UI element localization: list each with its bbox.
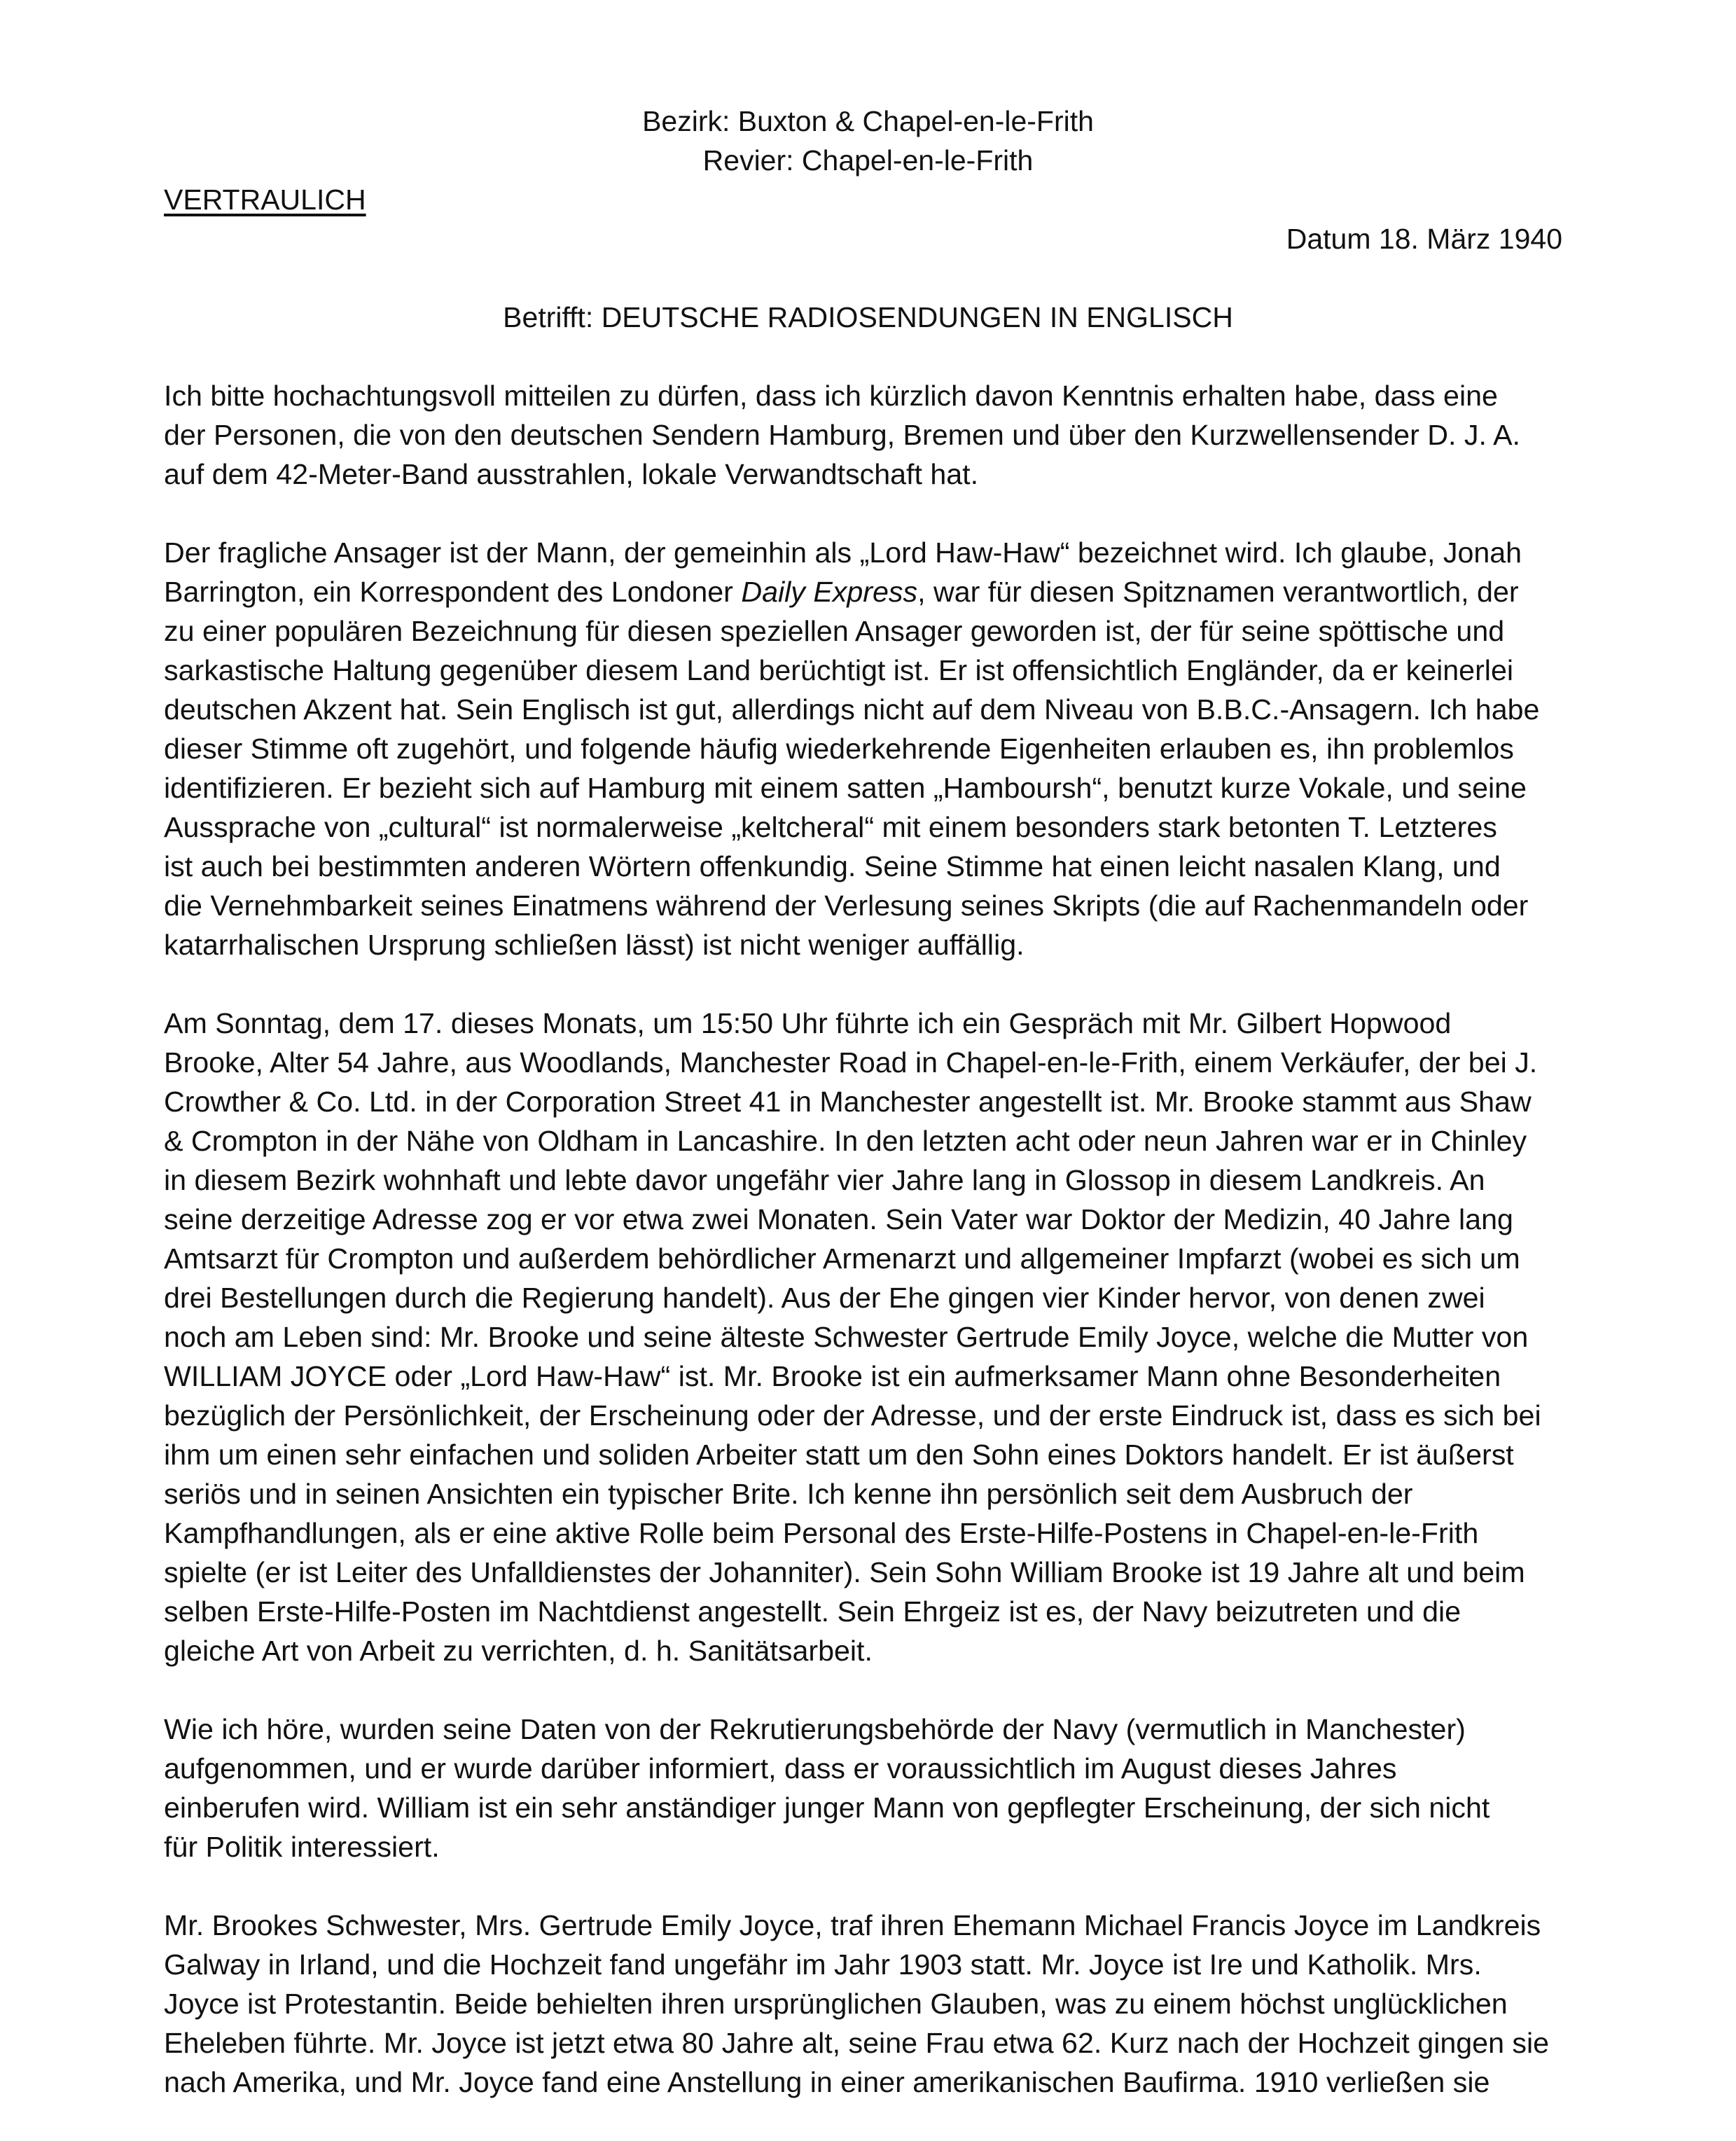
text-line: gleiche Art von Arbeit zu verrichten, d. h. Sanitätsarbeit. xyxy=(164,1635,873,1667)
text-line: noch am Leben sind: Mr. Brooke und seine älteste Schwester Gertrude Emily Joyce, welche die Mutter von xyxy=(164,1321,1529,1353)
text-line: katarrhalischen Ursprung schließen lässt) ist nicht weniger auffällig. xyxy=(164,929,1025,961)
text-line: Mr. Brookes Schwester, Mrs. Gertrude Emily Joyce, traf ihren Ehemann Michael Francis Joyce im Landkreis xyxy=(164,1909,1541,1941)
text-line: & Crompton in der Nähe von Oldham in Lancashire. In den letzten acht oder neun Jahren war er in Chinley xyxy=(164,1125,1527,1157)
newspaper-title: Daily Express xyxy=(741,576,918,608)
text-line: in diesem Bezirk wohnhaft und lebte davor ungefähr vier Jahre lang in Glossop in diesem Landkreis. An xyxy=(164,1164,1485,1196)
body-paragraph xyxy=(164,1710,1571,1866)
text-line: WILLIAM JOYCE oder „Lord Haw-Haw“ ist. Mr. Brooke ist ein aufmerksamer Mann ohne Besonderheiten xyxy=(164,1360,1501,1392)
text-line: nach Amerika, und Mr. Joyce fand eine Anstellung in einer amerikanischen Baufirma. 1910 verließen sie xyxy=(164,2066,1490,2098)
text-line: Am Sonntag, dem 17. dieses Monats, um 15:50 Uhr führte ich ein Gespräch mit Mr. Gilbert Hopwood xyxy=(164,1007,1452,1039)
text-line: identifizieren. Er bezieht sich auf Hamburg mit einem satten „Hamboursh“, benutzt kurze Vokale, und seine xyxy=(164,772,1527,804)
text-line: dieser Stimme oft zugehört, und folgende häufig wiederkehrende Eigenheiten erlauben es, ihn problemlos xyxy=(164,733,1514,765)
district-heading: Bezirk: Buxton & Chapel-en-le-Frith xyxy=(642,105,1094,137)
text-line: sarkastische Haltung gegenüber diesem Land berüchtigt ist. Er ist offensichtlich Engländer, da er keinerlei xyxy=(164,654,1514,686)
text-line: bezüglich der Persönlichkeit, der Erscheinung oder der Adresse, und der erste Eindruck ist, dass es sich bei xyxy=(164,1399,1541,1432)
text-line: für Politik interessiert. xyxy=(164,1831,440,1863)
text-run: Barrington, ein Korrespondent des Londoner xyxy=(164,576,742,608)
text-line: Amtsarzt für Crompton und außerdem behördlicher Armenarzt und allgemeiner Impfarzt (wobei es sich um xyxy=(164,1242,1520,1275)
text-run: , war für diesen Spitznamen verantwortlich, der xyxy=(917,576,1519,608)
text-line: seine derzeitige Adresse zog er vor etwa zwei Monaten. Sein Vater war Doktor der Medizin, 40 Jahre lang xyxy=(164,1203,1513,1235)
body-paragraph xyxy=(164,1906,1571,2102)
text-line: deutschen Akzent hat. Sein Englisch ist gut, allerdings nicht auf dem Niveau von B.B.C.-Ansagern. Ich habe xyxy=(164,693,1540,726)
classification-label: VERTRAULICH xyxy=(164,183,366,216)
text-line: Crowther & Co. Ltd. in der Corporation Street 41 in Manchester angestellt ist. Mr. Brooke stammt aus Shaw xyxy=(164,1086,1532,1118)
text-line: Kampfhandlungen, als er eine aktive Rolle beim Personal des Erste-Hilfe-Postens in Chapel-en-le-Frith xyxy=(164,1517,1479,1549)
text-line: aufgenommen, und er wurde darüber informiert, dass er voraussichtlich im August dieses Jahres xyxy=(164,1752,1397,1785)
body-paragraph xyxy=(164,533,1571,964)
text-line: seriös und in seinen Ansichten ein typischer Brite. Ich kenne ihn persönlich seit dem Ausbruch der xyxy=(164,1478,1413,1510)
text-line: ihm um einen sehr einfachen und soliden Arbeiter statt um den Sohn eines Doktors handelt. Er ist äußerst xyxy=(164,1439,1514,1471)
letter-body xyxy=(164,376,1571,2141)
text-line: drei Bestellungen durch die Regierung handelt). Aus der Ehe gingen vier Kinder hervor, von denen zwei xyxy=(164,1282,1485,1314)
subject-line: Betrifft: DEUTSCHE RADIOSENDUNGEN IN ENGLISCH xyxy=(503,301,1233,333)
body-paragraph xyxy=(164,376,1571,494)
text-line xyxy=(164,572,1571,611)
body-paragraph xyxy=(164,1004,1571,1670)
text-line: Galway in Irland, und die Hochzeit fand ungefähr im Jahr 1903 statt. Mr. Joyce ist Ire und Katholik. Mrs. xyxy=(164,1948,1482,1981)
text-line: die Vernehmbarkeit seines Einatmens während der Verlesung seines Skripts (die auf Rachenmandeln oder xyxy=(164,889,1529,922)
text-line: auf dem 42-Meter-Band ausstrahlen, lokale Verwandtschaft hat. xyxy=(164,458,979,490)
precinct-heading: Revier: Chapel-en-le-Frith xyxy=(702,144,1034,176)
text-line: einberufen wird. William ist ein sehr anständiger junger Mann von gepflegter Erscheinung, der sich nicht xyxy=(164,1792,1490,1824)
text-line: Ich bitte hochachtungsvoll mitteilen zu dürfen, dass ich kürzlich davon Kenntnis erhalten habe, dass eine xyxy=(164,380,1498,412)
text-line: der Personen, die von den deutschen Sendern Hamburg, Bremen und über den Kurzwellensender D. J. A. xyxy=(164,419,1520,451)
text-line: Joyce ist Protestantin. Beide behielten ihren ursprünglichen Glauben, was zu einem höchst unglücklichen xyxy=(164,1988,1508,2020)
text-line: Wie ich höre, wurden seine Daten von der Rekrutierungsbehörde der Navy (vermutlich in Manchester) xyxy=(164,1713,1466,1745)
text-line: selben Erste-Hilfe-Posten im Nachtdienst angestellt. Sein Ehrgeiz ist es, der Navy beizutreten und die xyxy=(164,1595,1461,1628)
text-line: Brooke, Alter 54 Jahre, aus Woodlands, Manchester Road in Chapel-en-le-Frith, einem Verkäufer, der bei J. xyxy=(164,1046,1538,1079)
document-date: Datum 18. März 1940 xyxy=(1286,223,1562,255)
text-line: spielte (er ist Leiter des Unfalldienstes der Johanniter). Sein Sohn William Brooke ist 19 Jahre alt und beim xyxy=(164,1556,1525,1588)
text-line: ist auch bei bestimmten anderen Wörtern offenkundig. Seine Stimme hat einen leicht nasalen Klang, und xyxy=(164,850,1501,882)
text-line: Aussprache von „cultural“ ist normalerweise „keltcheral“ mit einem besonders stark betonten T. Letzteres xyxy=(164,811,1497,843)
text-line: zu einer populären Bezeichnung für diesen speziellen Ansager geworden ist, der für seine spöttische und xyxy=(164,615,1505,647)
text-line: Eheleben führte. Mr. Joyce ist jetzt etwa 80 Jahre alt, seine Frau etwa 62. Kurz nach der Hochzeit gingen sie xyxy=(164,2027,1550,2059)
text-line: Der fragliche Ansager ist der Mann, der gemeinhin als „Lord Haw-Haw“ bezeichnet wird. Ich glaube, Jonah xyxy=(164,536,1522,569)
